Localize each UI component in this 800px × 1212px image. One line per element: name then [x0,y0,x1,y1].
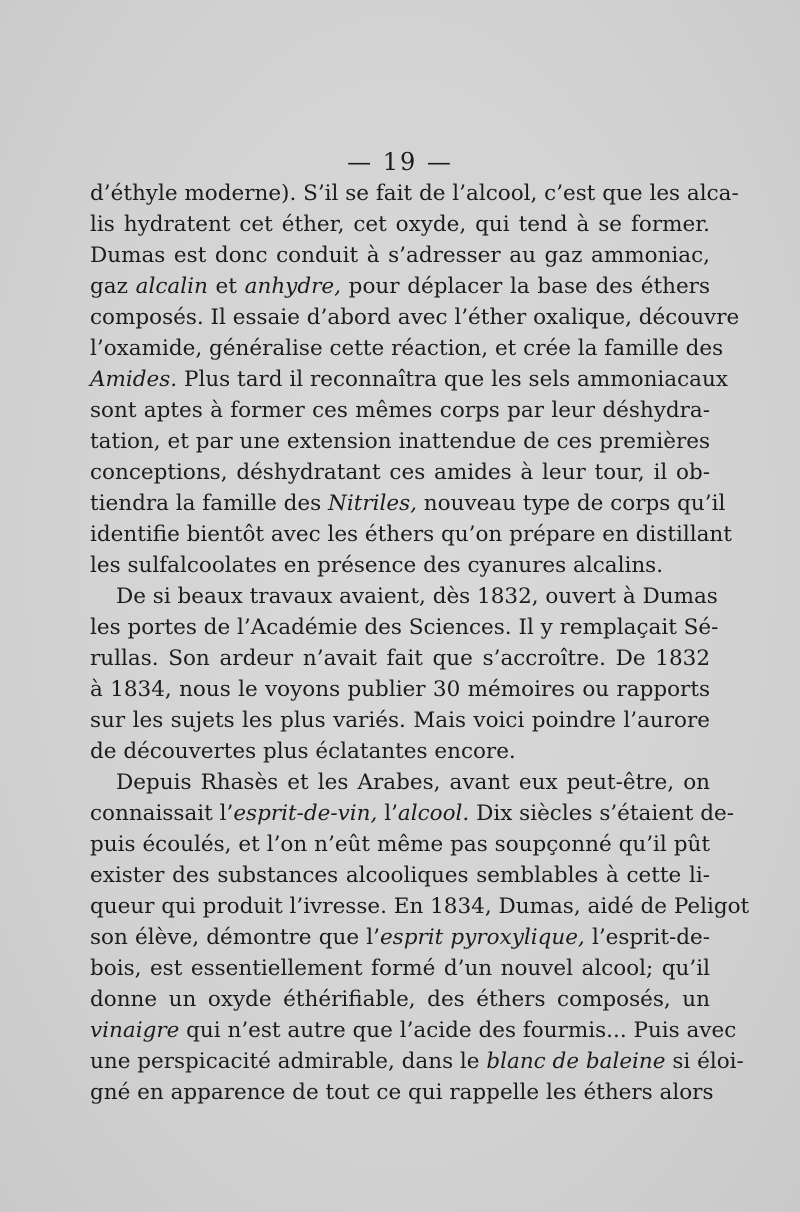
text-line [90,302,740,333]
text-run: queur qui produit l’ivresse. En 1834, Dumas, aidé de Peligot [90,894,750,919]
text-run: pour déplacer la base des éthers [340,274,710,299]
text-run: Plus tard il reconnaîtra que les sels ammoniacaux [177,367,728,392]
text-line [90,922,710,953]
text-run: tation, et par une extension inattendue de ces premières [90,429,710,454]
text-line [90,333,724,364]
text-line [90,798,735,829]
text-run: qui n’est autre que l’acide des fourmis... Puis avec [179,1018,737,1043]
text-run: les sulfalcoolates en présence des cyanures alcalins. [90,553,664,578]
text-line [90,581,718,612]
text-run: l’ [377,801,398,826]
text-line [90,891,750,922]
text-line [90,426,710,457]
text-line [90,705,710,736]
text-line [90,550,710,581]
text-run: bois, est essentiellement formé d’un nouvel alcool; qu’il [90,956,710,981]
text-run: à 1834, nous le voyons publier 30 mémoires ou rapports [90,677,710,702]
italic-term: esprit pyroxylique, [379,925,585,950]
italic-term: alcool. [397,801,470,826]
text-run: d’éthyle moderne). S’il se fait de l’alcool, c’est que les alca- [90,181,739,206]
text-run: Dix siècles s’étaient de- [469,801,735,826]
text-line [90,395,710,426]
text-line [90,612,719,643]
text-run: lis hydratent cet éther, cet oxyde, qui tend à se former. [90,212,710,237]
italic-term: anhydre, [244,274,341,299]
text-run: son élève, démontre que l’ [90,925,380,950]
text-run: l’esprit-de- [584,925,710,950]
italic-term: Amides. [90,367,178,392]
text-line [90,1015,737,1046]
text-run: exister des substances alcooliques semblables à cette li- [90,863,710,888]
text-line [90,178,739,209]
text-run: connaissait l’ [90,801,234,826]
italic-term: esprit-de-vin, [233,801,378,826]
text-line [90,736,710,767]
body-text [90,178,750,1108]
text-run: conceptions, déshydratant ces amides à leur tour, il ob- [90,460,710,485]
text-line [90,457,710,488]
text-run: gaz [90,274,136,299]
italic-term: vinaigre [90,1018,180,1043]
text-line [90,488,726,519]
text-run: et [207,274,245,299]
page-number: — 19 — [347,148,453,176]
text-line [90,984,710,1015]
text-line [90,240,710,271]
text-line [90,364,728,395]
text-line [90,860,710,891]
text-run: Depuis Rhasès et les Arabes, avant eux peut-être, on [116,770,710,795]
text-line [90,767,710,798]
italic-term: alcalin [135,274,208,299]
text-run: si éloi- [665,1049,744,1074]
text-line [90,674,710,705]
text-run: rullas. Son ardeur n’avait fait que s’accroître. De 1832 [90,646,710,671]
text-run: composés. Il essaie d’abord avec l’éther oxalique, découvre [90,305,740,330]
text-run: sur les sujets les plus variés. Mais voici poindre l’aurore [90,708,710,733]
text-run: Dumas est donc conduit à s’adresser au gaz ammoniac, [90,243,710,268]
text-run: gné en apparence de tout ce qui rappelle les éthers alors [90,1080,714,1105]
text-run: donne un oxyde éthérifiable, des éthers composés, un [90,987,710,1012]
text-line [90,519,732,550]
text-run: tiendra la famille des [90,491,329,516]
italic-term: Nitriles, [328,491,417,516]
text-line [90,643,710,674]
text-run: les portes de l’Académie des Sciences. Il y remplaçait Sé- [90,615,719,640]
text-run: l’oxamide, généralise cette réaction, et crée la famille des [90,336,724,361]
text-line [90,271,710,302]
text-run: De si beaux travaux avaient, dès 1832, ouvert à Dumas [116,584,718,609]
text-run: sont aptes à former ces mêmes corps par leur déshydra- [90,398,710,423]
text-run: nouveau type de corps qu’il [416,491,726,516]
text-line [90,953,710,984]
text-run: puis écoulés, et l’on n’eût même pas soupçonné qu’il pût [90,832,710,857]
text-line [90,1077,714,1108]
text-line [90,1046,744,1077]
text-run: identifie bientôt avec les éthers qu’on prépare en distillant [90,522,732,547]
text-run: une perspicacité admirable, dans le [90,1049,487,1074]
italic-term: blanc de baleine [486,1049,666,1074]
text-run: de découvertes plus éclatantes encore. [90,739,516,764]
text-line [90,829,710,860]
text-line [90,209,710,240]
